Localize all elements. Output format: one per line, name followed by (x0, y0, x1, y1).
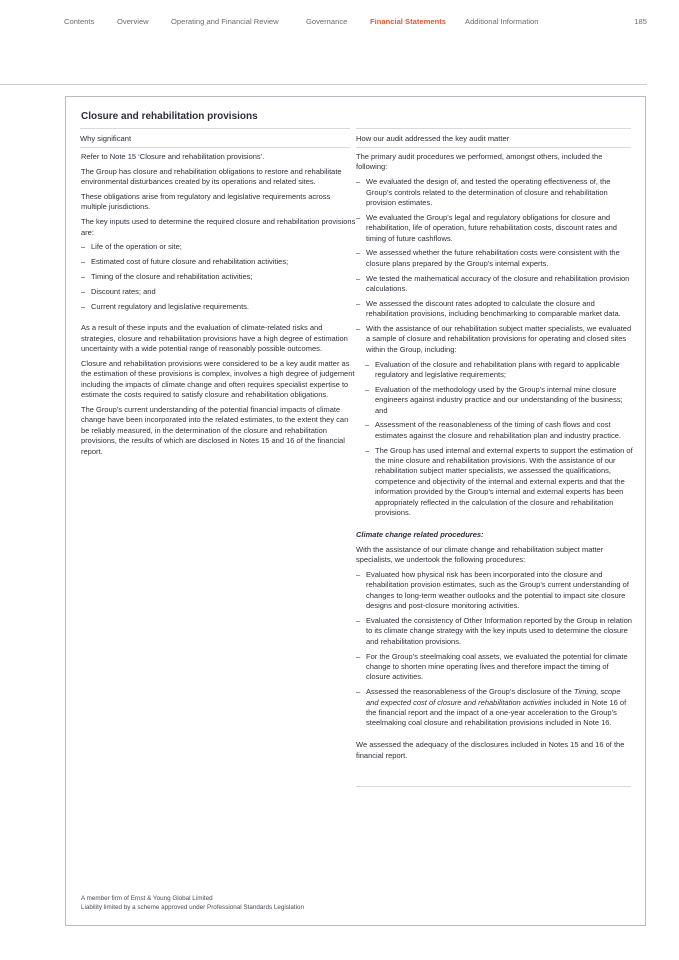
footer (81, 894, 304, 912)
sub-list-item: – Evaluation of the methodology used by the Group’s internal mine closure engineers against industry practice and our understanding of the business; and (356, 385, 634, 416)
nav-overview[interactable]: Overview (117, 17, 149, 26)
list-item: – Discount rates; and (81, 287, 356, 297)
paragraph: The Group has closure and rehabilitation obligations to restore and rehabilitate environmental disturbances created by its operations and related sites. (81, 166, 342, 187)
sub-list-item: – The Group has used internal and external experts to support the estimation of the mine closure and rehabilitation provisions. With the assistance of our rehabilitation subject matter specialists, we assessed the qualifications, competence and objectivity of the internal and external experts and that the information provided by the Group’s internal and external experts has been appropriately reflected in the calculation of the closure and rehabilitation provisions. (356, 446, 634, 519)
list-item: – We evaluated the design of, and tested the operating effectiveness of, the Group’s controls related to the determination of closure and rehabilitation provision estimates. (356, 177, 634, 208)
nav-contents[interactable]: Contents (64, 17, 95, 26)
list-item: – We evaluated the Group’s legal and regulatory obligations for closure and rehabilitation, life of operation, future rehabilitation costs, discount rates and timing of future cashflows. (356, 213, 634, 244)
italic-text-run: Timing, scope and expected cost of closure and rehabilitation activities (366, 687, 621, 707)
list-item: – We tested the mathematical accuracy of the closure and rehabilitation provision calculations. (356, 274, 634, 295)
text-run: Assessed the reasonableness of the Group’s disclosure of the (366, 687, 574, 697)
nav-additional-information[interactable]: Additional Information (465, 17, 539, 26)
paragraph: The Group’s current understanding of the potential financial impacts of climate change have been incorporated into the related estimates, to the extent they can be reliably measured, in the determination of the closure and rehabilitation provisions, the results of which are disclosed in Notes 15 and 16 of the financial report. (81, 405, 349, 456)
list-item: – Evaluated how physical risk has been incorporated into the closure and rehabilitation provision estimates, such as the Group’s current understanding of changes to long-term weather outlooks and the potential to impact site closure designs and post-closure monitoring activities. (356, 570, 634, 612)
paragraph: As a result of these inputs and the evaluation of climate-related risks and strategies, closure and rehabilitation provisions have a high degree of estimation uncertainty with a wide potential range of reasonably possible outcomes. (81, 323, 348, 354)
paragraph: Refer to Note 15 ‘Closure and rehabilitation provisions’. (81, 152, 265, 161)
sub-list-item: – Assessment of the reasonableness of the timing of cash flows and cost estimates against the closure and rehabilitation plan and industry practice. (356, 420, 634, 441)
list-item: – We assessed the discount rates adopted to calculate the closure and rehabilitation provisions, including benchmarking to comparable market data. (356, 299, 634, 320)
text-run: included in Note 16 of the financial report and the impact of a one-year acceleration to the Group’s steelmaking coal closure and rehabilitation provisions included in Note 16. (366, 697, 627, 728)
paragraph: We assessed the adequacy of the disclosures included in Notes 15 and 16 of the financial report. (356, 740, 625, 760)
climate-subheading: Climate change related procedures: (356, 529, 484, 539)
list-item (356, 687, 634, 729)
paragraph: Closure and rehabilitation provisions were considered to be a key audit matter as the estimation of these provisions is complex, involves a high degree of judgement including the impacts of climate change and often requires specialist expertise to estimate the costs required to satisfy closure and rehabilitation obligations. (81, 359, 355, 400)
list-item: – With the assistance of our rehabilitation subject matter specialists, we evaluated a sample of closure and rehabilitation provisions for operating and closed sites within the Group, including: (356, 324, 634, 355)
page-number: 185 (634, 17, 647, 26)
nav-financial-statements[interactable]: Financial Statements (370, 17, 446, 26)
audit-response-column (356, 152, 634, 765)
right-column-divider (356, 786, 631, 787)
footer-line: Liability limited by a scheme approved under Professional Standards Legislation (81, 904, 304, 911)
paragraph: The key inputs used to determine the required closure and rehabilitation provisions are: (81, 217, 356, 237)
top-navigation (64, 17, 647, 29)
nav-operating-financial-review[interactable]: Operating and Financial Review (171, 17, 279, 26)
section-title: Closure and rehabilitation provisions (81, 111, 258, 122)
nav-governance[interactable]: Governance (306, 17, 348, 26)
list-item: – Timing of the closure and rehabilitation activities; (81, 272, 356, 282)
footer-line: A member firm of Ernst & Young Global Limited (81, 895, 213, 902)
right-column-header: How our audit addressed the key audit matter (356, 128, 631, 148)
list-item: – For the Group’s steelmaking coal assets, we evaluated the potential for climate change to shorten mine operating lives and therefore impact the timing of closure activities. (356, 652, 634, 683)
list-item: – Estimated cost of future closure and rehabilitation activities; (81, 257, 356, 267)
sub-list-item: – Evaluation of the closure and rehabilitation plans with regard to applicable regulatory and legislative requirements; (356, 360, 634, 381)
list-item: – Evaluated the consistency of Other Information reported by the Group in relation to its climate change strategy with the key inputs used to determine the closure and rehabilitation provisions. (356, 616, 634, 647)
paragraph: With the assistance of our climate change and rehabilitation subject matter specialists, we undertook the following procedures: (356, 544, 604, 565)
paragraph: The primary audit procedures we performed, amongst others, included the following: (356, 152, 603, 172)
list-item: – Current regulatory and legislative requirements. (81, 302, 356, 312)
header-divider (0, 84, 647, 85)
paragraph: These obligations arise from regulatory and legislative requirements across multiple jurisdictions. (81, 192, 331, 212)
list-item: – Life of the operation or site; (81, 242, 356, 252)
why-significant-column (81, 152, 356, 461)
list-item: – We assessed whether the future rehabilitation costs were consistent with the closure plans prepared by the Group’s internal experts. (356, 248, 634, 269)
left-column-header: Why significant (80, 128, 350, 148)
